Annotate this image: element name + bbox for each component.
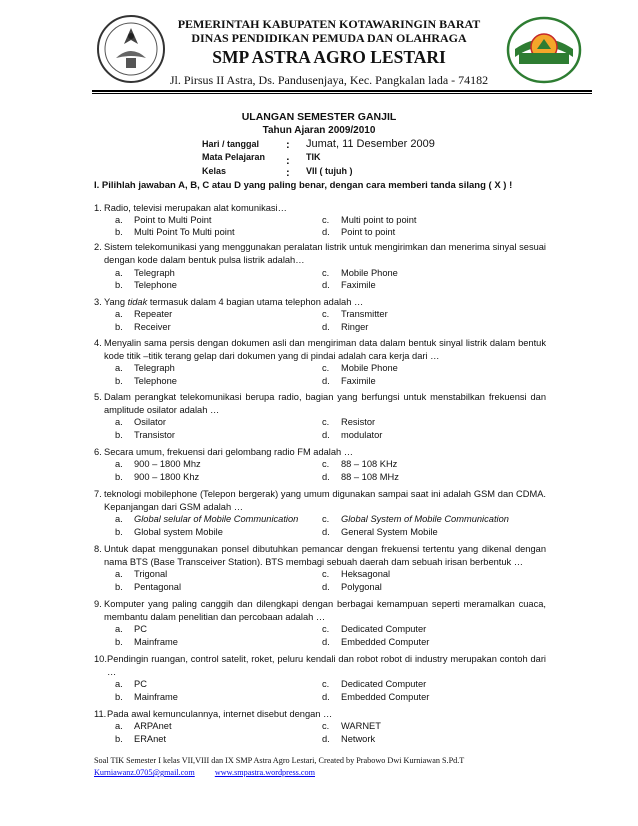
exam-info-value: Jumat, 11 Desember 2009	[306, 138, 435, 150]
exam-info-colon: :	[286, 155, 290, 167]
question-6	[94, 446, 546, 459]
exam-info-colon: :	[286, 139, 290, 151]
question-number: 11.	[94, 709, 107, 719]
option-text: 88 – 108 MHz	[341, 472, 399, 482]
question-number: 5.	[94, 392, 102, 402]
option-letter: d.	[322, 472, 330, 482]
option-letter: a.	[115, 309, 123, 319]
option-text: Mobile Phone	[341, 268, 398, 278]
question-number: 8.	[94, 544, 102, 554]
option-text: Network	[341, 734, 376, 744]
question-11	[94, 708, 546, 721]
option-letter: b.	[115, 322, 123, 332]
exam-year: Tahun Ajaran 2009/2010	[262, 125, 376, 136]
option-letter: b.	[115, 376, 123, 386]
option-letter: b.	[115, 280, 123, 290]
option-letter: a.	[115, 215, 123, 225]
question-text: Dalam perangkat telekomunikasi berupa radio, bagian yang berfungsi untuk menstabilkan frekuensi dan amplitude osilator adalah …	[104, 392, 546, 415]
option-text: Point to point	[341, 227, 396, 237]
option-text: Dedicated Computer	[341, 624, 427, 634]
exam-info-label: Kelas	[202, 166, 227, 176]
option-letter: d.	[322, 227, 330, 237]
option-text: PC	[134, 679, 147, 689]
option-text: WARNET	[341, 721, 381, 731]
option-letter: c.	[322, 679, 330, 689]
option-text: Mobile Phone	[341, 363, 398, 373]
option-letter: b.	[115, 430, 123, 440]
question-text: Secara umum, frekuensi dari gelombang radio FM adalah …	[104, 447, 354, 457]
question-text: Radio, televisi merupakan alat komunikasi…	[104, 203, 287, 213]
question-text: Menyalin sama persis dengan dokumen asli dan mengiriman data dalam bentuk sinyal listrik dalam bentuk kode titik –titik terang gelap dari dokumen yang di pindai adalah cara kerja dari …	[104, 338, 546, 361]
option-letter: c.	[322, 363, 330, 373]
footer-site-link[interactable]: www.smpastra.wordpress.com	[214, 768, 316, 777]
option-text: 900 – 1800 Khz	[134, 472, 200, 482]
question-text-part: Yang	[104, 297, 128, 307]
option-text: Transmitter	[341, 309, 388, 319]
question-7	[94, 488, 546, 514]
question-number: 1.	[94, 203, 102, 213]
option-letter: d.	[322, 322, 330, 332]
question-number: 6.	[94, 447, 102, 457]
option-text: Global system Mobile	[134, 527, 223, 537]
question-8	[94, 543, 546, 569]
option-letter: d.	[322, 734, 330, 744]
option-letter: c.	[322, 569, 330, 579]
option-text: Faximile	[341, 280, 376, 290]
option-letter: d.	[322, 637, 330, 647]
option-letter: a.	[115, 679, 123, 689]
option-letter: d.	[322, 527, 330, 537]
option-letter: c.	[322, 215, 330, 225]
question-1	[94, 202, 546, 215]
header-department-line: DINAS PENDIDIKAN PEMUDA DAN OLAHRAGA	[191, 31, 467, 45]
option-letter: b.	[115, 472, 123, 482]
option-text: 88 – 108 KHz	[341, 459, 398, 469]
option-text: Embedded Computer	[341, 692, 430, 702]
option-letter: c.	[322, 459, 330, 469]
question-number: 3.	[94, 297, 102, 307]
exam-info-colon: :	[286, 167, 290, 179]
option-text: Dedicated Computer	[341, 679, 427, 689]
question-number: 10.	[94, 654, 107, 664]
exam-info-value: TIK	[306, 152, 321, 162]
option-text: Transistor	[134, 430, 175, 440]
option-letter: b.	[115, 692, 123, 702]
question-2	[94, 241, 546, 267]
question-3	[94, 296, 546, 309]
option-text: ARPAnet	[134, 721, 172, 731]
option-letter: d.	[322, 280, 330, 290]
option-text: Trigonal	[134, 569, 168, 579]
option-letter: c.	[322, 514, 330, 524]
option-letter: d.	[322, 376, 330, 386]
option-letter: b.	[115, 527, 123, 537]
question-4	[94, 337, 546, 363]
option-text: Telegraph	[134, 363, 175, 373]
question-text: teknologi mobilephone (Telepon bergerak) yang umum digunakan sampai saat ini adalah GSM dan CDMA. Kepanjangan dari GSM adalah …	[104, 489, 546, 512]
option-letter: b.	[115, 582, 123, 592]
footer-links	[94, 768, 315, 777]
option-text: Telegraph	[134, 268, 175, 278]
option-text: Resistor	[341, 417, 376, 427]
option-letter: c.	[322, 624, 330, 634]
option-text: General System Mobile	[341, 527, 438, 537]
option-text: modulator	[341, 430, 383, 440]
option-text: Mainframe	[134, 637, 178, 647]
option-letter: a.	[115, 721, 123, 731]
option-text: PC	[134, 624, 147, 634]
option-text: ERAnet	[134, 734, 167, 744]
exam-info-value: VII ( tujuh )	[306, 166, 353, 176]
option-letter: a.	[115, 417, 123, 427]
header-address: Jl. Pirsus II Astra, Ds. Pandusenjaya, Kec. Pangkalan lada - 74182	[169, 73, 489, 87]
option-text: Telephone	[134, 280, 177, 290]
question-9	[94, 598, 546, 624]
instruction: I. Pilihlah jawaban A, B, C atau D yang paling benar, dengan cara memberi tanda silang ( X ) !	[94, 180, 513, 191]
option-text: Embedded Computer	[341, 637, 430, 647]
option-text: Pentagonal	[134, 582, 182, 592]
option-letter: c.	[322, 309, 330, 319]
header-government-line: PEMERINTAH KABUPATEN KOTAWARINGIN BARAT	[177, 17, 481, 31]
option-letter: a.	[115, 268, 123, 278]
option-text: Receiver	[134, 322, 171, 332]
option-letter: a.	[115, 514, 123, 524]
option-text: Global System of Mobile Communication	[341, 514, 509, 524]
question-text-emphasis: tidak	[127, 297, 148, 307]
option-text: Polygonal	[341, 582, 382, 592]
option-letter: d.	[322, 692, 330, 702]
option-letter: b.	[115, 637, 123, 647]
question-5	[94, 391, 546, 417]
exam-info-label: Hari / tanggal	[202, 139, 260, 149]
option-letter: d.	[322, 582, 330, 592]
header-divider	[92, 90, 592, 92]
question-text: Sistem telekomunikasi yang menggunakan peralatan listrik untuk mengirimkan dan menerima sinyal sesuai dengan kode dalam bentuk pulsa listrik adalah…	[104, 242, 546, 265]
question-text: Untuk dapat menggunakan ponsel dibutuhkan pemancar dengan frekuensi tertentu yang dikenal dengan nama BTS (Base Transceiver Station). BTS membagi sebuah daerah dam sebuah irisan berbentuk …	[104, 544, 546, 567]
question-number: 7.	[94, 489, 102, 499]
header-divider-thin	[92, 93, 592, 94]
option-letter: c.	[322, 721, 330, 731]
exam-info-label: Mata Pelajaran	[202, 152, 266, 162]
option-letter: a.	[115, 363, 123, 373]
option-text: Repeater	[134, 309, 173, 319]
option-letter: a.	[115, 569, 123, 579]
question-text	[104, 296, 546, 309]
option-text: Mainframe	[134, 692, 178, 702]
exam-title: ULANGAN SEMESTER GANJIL	[241, 111, 397, 123]
option-text: Multi Point To Multi point	[134, 227, 235, 237]
option-text: Global selular of Mobile Communication	[134, 514, 299, 524]
question-number: 2.	[94, 242, 102, 252]
footer-email-link[interactable]: Kurniawanz.0705@gmail.com	[94, 768, 195, 777]
question-number: 9.	[94, 599, 102, 609]
option-letter: b.	[115, 734, 123, 744]
header-school-name: SMP ASTRA AGRO LESTARI	[212, 47, 446, 67]
question-text: Pada awal kemunculannya, internet disebut dengan …	[107, 709, 333, 719]
question-text: Komputer yang paling canggih dan dilengkapi dengan berbagai kemampuan seperti meramalkan cuaca, membantu dalam penelitian dan percobaan adalah …	[104, 599, 546, 622]
question-10	[94, 653, 546, 679]
footer-credit: Soal TIK Semester I kelas VII,VIII dan IX SMP Astra Agro Lestari, Created by Prabowo Dwi Kurniawan S.Pd.T	[94, 756, 465, 765]
question-text-part: termasuk dalam 4 bagian utama telephon adalah …	[147, 297, 364, 307]
question-text: Pendingin ruangan, control satelit, roket, peluru kendali dan robot robot di industry merupakan contoh dari …	[107, 654, 546, 677]
option-letter: c.	[322, 417, 330, 427]
option-text: Point to Multi Point	[134, 215, 212, 225]
option-letter: b.	[115, 227, 123, 237]
question-number: 4.	[94, 338, 102, 348]
option-text: Faximile	[341, 376, 376, 386]
option-text: Telephone	[134, 376, 177, 386]
option-text: 900 – 1800 Mhz	[134, 459, 201, 469]
option-letter: d.	[322, 430, 330, 440]
option-letter: a.	[115, 624, 123, 634]
option-text: Osilator	[134, 417, 167, 427]
option-letter: c.	[322, 268, 330, 278]
option-letter: a.	[115, 459, 123, 469]
option-text: Multi point to point	[341, 215, 417, 225]
option-text: Heksagonal	[341, 569, 391, 579]
option-text: Ringer	[341, 322, 369, 332]
